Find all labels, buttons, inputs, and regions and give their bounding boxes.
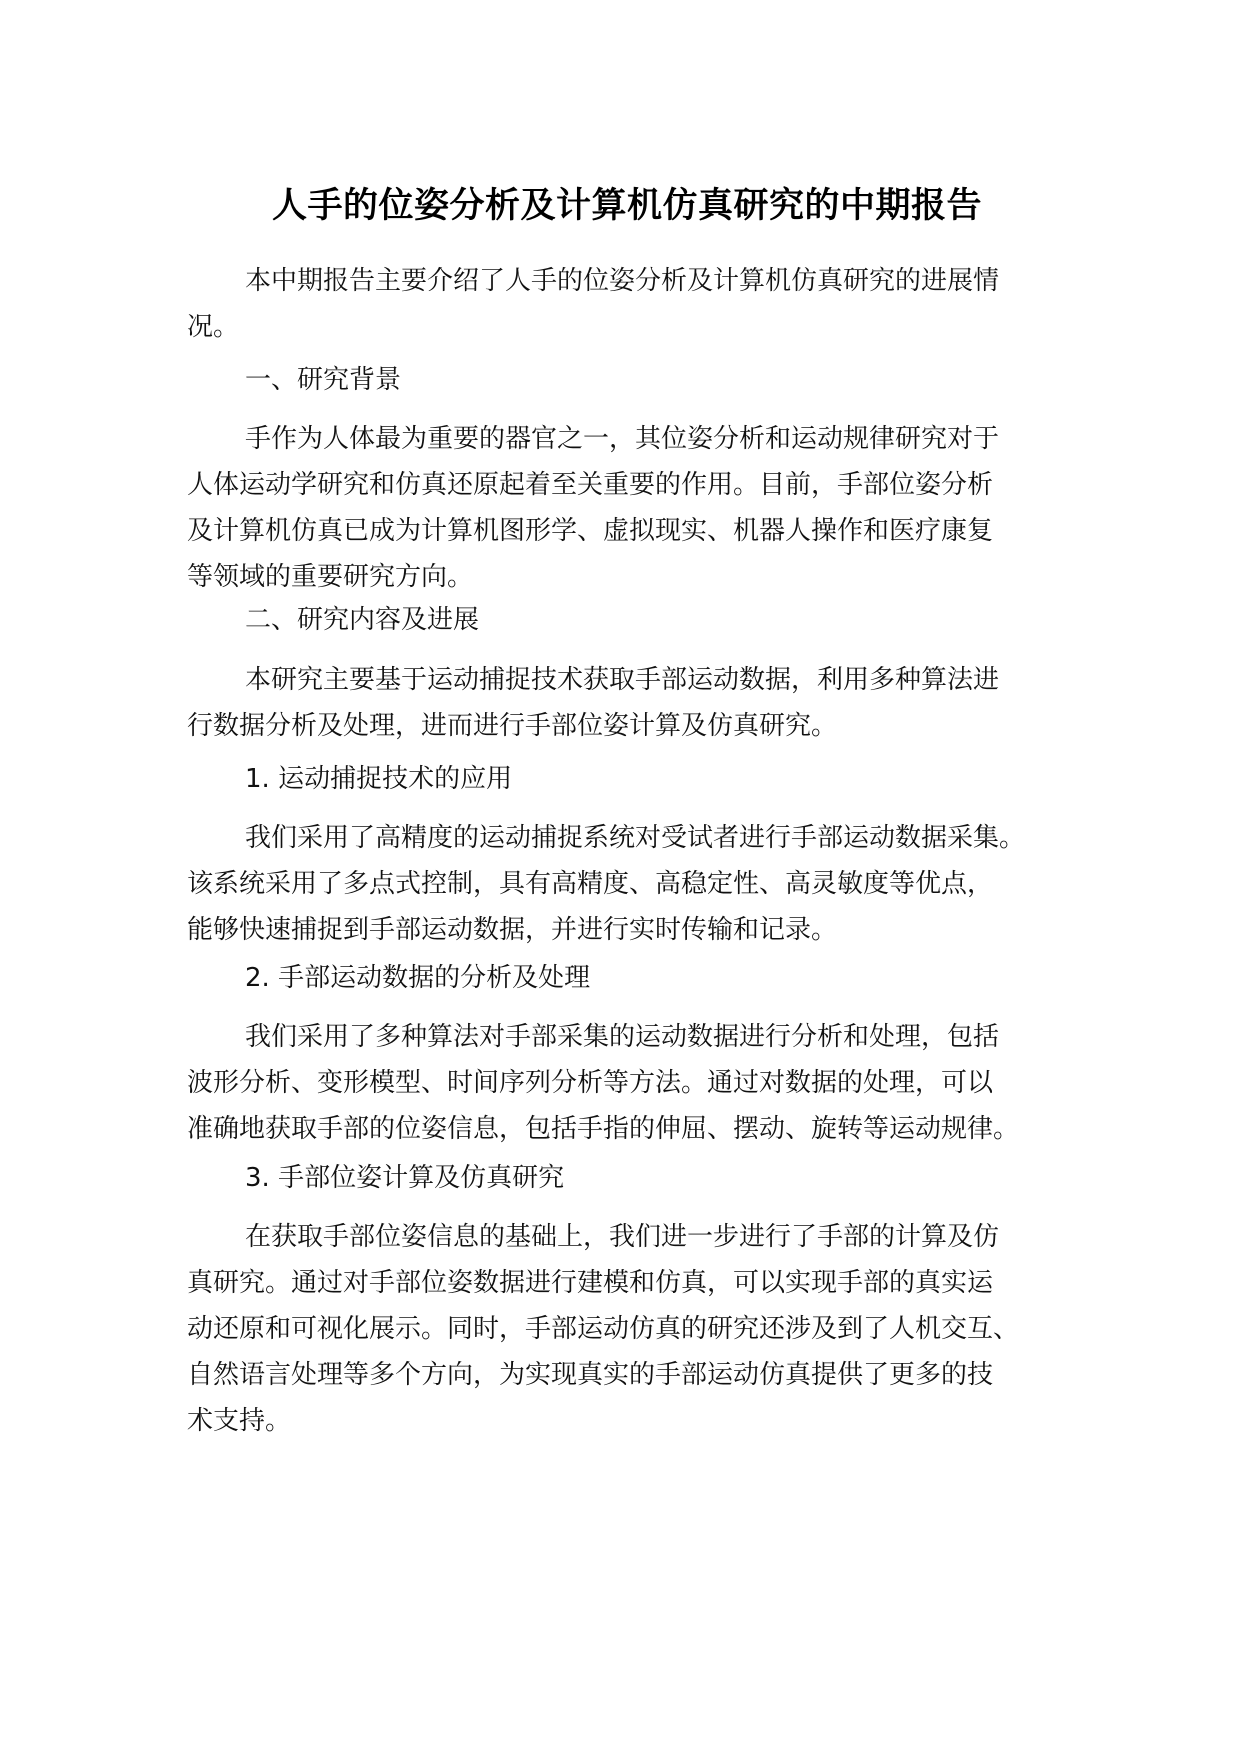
paragraph-line: 该系统采用了多点式控制，具有高精度、高稳定性、高灵敏度等优点，	[187, 869, 994, 899]
document-title: 人手的位姿分析及计算机仿真研究的中期报告	[271, 186, 982, 226]
background-paragraph	[187, 416, 1067, 600]
section-heading-background	[187, 357, 1067, 403]
paragraph-line: 动还原和可视化展示。同时，手部运动仿真的研究还涉及到了人机交互、	[187, 1314, 1020, 1344]
paragraph-line: 人体运动学研究和仿真还原起着至关重要的作用。目前，手部位姿分析	[187, 470, 994, 500]
paragraph-line: 我们采用了高精度的运动捕捉系统对受试者进行手部运动数据采集。	[245, 823, 1026, 853]
paragraph-line: 及计算机仿真已成为计算机图形学、虚拟现实、机器人操作和医疗康复	[187, 516, 994, 546]
section-heading: 一、研究背景	[245, 365, 402, 395]
content-paragraph	[187, 657, 1067, 749]
paragraph-line: 我们采用了多种算法对手部采集的运动数据进行分析和处理，包括	[245, 1022, 1000, 1052]
subsection-heading-2	[187, 955, 1067, 1001]
motion-capture-paragraph	[187, 815, 1067, 953]
paragraph-line: 行数据分析及处理，进而进行手部位姿计算及仿真研究。	[187, 711, 838, 741]
paragraph-line: 术支持。	[187, 1406, 292, 1436]
paragraph-line: 自然语言处理等多个方向，为实现真实的手部运动仿真提供了更多的技	[187, 1360, 994, 1390]
simulation-paragraph	[187, 1214, 1067, 1444]
paragraph-line: 能够快速捕捉到手部运动数据，并进行实时传输和记录。	[187, 915, 838, 945]
subsection-heading-3	[187, 1155, 1067, 1201]
paragraph-line: 准确地获取手部的位姿信息，包括手指的伸屈、摆动、旋转等运动规律。	[187, 1114, 1020, 1144]
paragraph-line: 况。	[187, 312, 240, 342]
paragraph-line: 本中期报告主要介绍了人手的位姿分析及计算机仿真研究的进展情	[245, 266, 1000, 296]
paragraph-line: 等领域的重要研究方向。	[187, 562, 474, 592]
paragraph-line: 波形分析、变形模型、时间序列分析等方法。通过对数据的处理，可以	[187, 1068, 994, 1098]
data-analysis-paragraph	[187, 1014, 1067, 1152]
paragraph-line: 真研究。通过对手部位姿数据进行建模和仿真，可以实现手部的真实运	[187, 1268, 994, 1298]
subsection-heading-1	[187, 756, 1067, 802]
paragraph-line: 手作为人体最为重要的器官之一，其位姿分析和运动规律研究对于	[245, 424, 1000, 454]
intro-paragraph	[187, 258, 1067, 350]
paragraph-line: 在获取手部位姿信息的基础上，我们进一步进行了手部的计算及仿	[245, 1222, 1000, 1252]
paragraph-line: 本研究主要基于运动捕捉技术获取手部运动数据，利用多种算法进	[245, 665, 1000, 695]
subsection-heading: 1. 运动捕捉技术的应用	[245, 764, 513, 794]
section-heading-content	[187, 597, 1067, 643]
section-heading: 二、研究内容及进展	[245, 605, 480, 635]
subsection-heading: 2. 手部运动数据的分析及处理	[245, 963, 591, 993]
subsection-heading: 3. 手部位姿计算及仿真研究	[245, 1163, 565, 1193]
